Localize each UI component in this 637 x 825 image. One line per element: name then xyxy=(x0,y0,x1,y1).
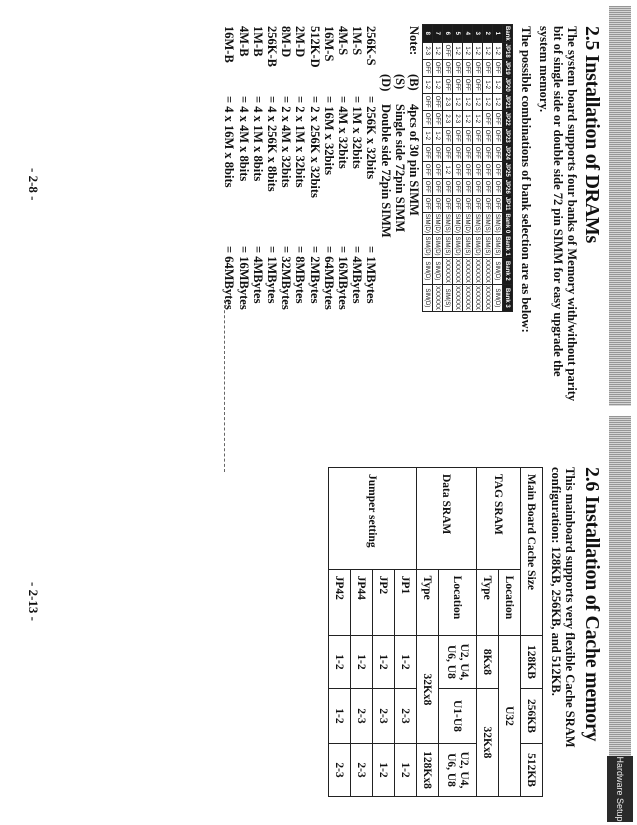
bank-table-cell: 1-2 xyxy=(423,127,433,144)
bank-table-cell: 2-3 xyxy=(423,42,433,59)
memory-equation xyxy=(279,26,293,406)
bank-table-cell: OFF xyxy=(493,178,503,195)
equation-name: 512K-D xyxy=(307,26,322,68)
fold-divider-left xyxy=(224,300,225,410)
bank-table-cell: OFF xyxy=(463,76,473,93)
bank-row-number: 5 xyxy=(453,25,463,43)
cache-intro-paragraph: This mainboard supports very flexible Cache SRAM configuration: 128KB, 256KB, and 512KB. xyxy=(549,467,577,748)
bank-table-row xyxy=(443,25,453,312)
bank-table-cell: OFF xyxy=(453,161,463,178)
jumper-value: 1-2 xyxy=(395,635,417,688)
bank-table-cell: OFF xyxy=(473,76,483,93)
bank-table-cell: 1-2 xyxy=(473,93,483,110)
note-legend xyxy=(378,26,421,406)
tag-location-row xyxy=(499,468,521,797)
bank-table-header-cell: JP24 xyxy=(504,145,511,160)
bank-table-cell: OFF xyxy=(463,161,473,178)
equation-expression: = 4 x 1M x 8bits xyxy=(250,96,265,182)
folio-right: - 2-13 - xyxy=(26,582,41,621)
bank-table-cell: 1-2 xyxy=(493,42,503,59)
bank-table-cell: 1-2 xyxy=(483,93,493,110)
bank-table-cell: OFF xyxy=(483,195,493,212)
note-legend-key: (S) xyxy=(392,74,407,90)
bank-table-cell: OFF xyxy=(433,195,443,212)
memory-equation xyxy=(251,26,265,406)
tag-type-256-512kb: 32Kx8 xyxy=(477,688,499,796)
equation-result: = 16MBytes xyxy=(335,246,350,310)
equation-result: = 4MBytes xyxy=(250,246,265,304)
bank-table-cell: 1-2 xyxy=(473,110,483,127)
bank-table-cell: OFF xyxy=(473,127,483,144)
equation-name: 1M-B xyxy=(250,26,265,57)
bank-table-cell: 1-2 xyxy=(473,42,483,59)
bank-table-cell: OFF xyxy=(483,110,493,127)
equation-result: = 64MBytes xyxy=(321,246,336,310)
bank-table-cell: OFF xyxy=(453,127,463,144)
bank-table-cell: OFF xyxy=(443,178,453,195)
data-type-512kb: 128Kx8 xyxy=(417,744,439,797)
bank-table-cell: 2-3 xyxy=(443,93,453,110)
bank-table-cell: OFF xyxy=(443,127,453,144)
bank-table-cell: SIM(D) xyxy=(454,213,461,233)
jumper-value: 2-3 xyxy=(329,744,351,797)
bank-table-cell: OFF xyxy=(443,144,453,161)
bank-table-cell: OFF xyxy=(493,161,503,178)
bank-table-cell: SIM(D) xyxy=(464,213,471,233)
bank-selection-table xyxy=(422,24,513,312)
bank-table-header-cell: JP21 xyxy=(504,94,511,109)
bank-table-cell: SIM(S) xyxy=(473,212,483,235)
bank-table-header-cell: JP20 xyxy=(504,77,511,92)
memory-equation xyxy=(336,26,350,406)
data-type-128-256kb: 32Kx8 xyxy=(417,635,439,743)
bank-table-cell: OFF xyxy=(423,178,433,195)
bank-table-header-row xyxy=(503,25,513,312)
jumper-name: JP42 xyxy=(329,569,351,635)
bank-table-cell: OFF xyxy=(483,161,493,178)
bank-table-cell: SIM(S) xyxy=(443,235,453,258)
bank-table-cell: OFF xyxy=(423,93,433,110)
note-legend-line xyxy=(393,74,407,406)
equation-name: 4M-B xyxy=(236,26,251,57)
bank-table-header-cell: JP25 xyxy=(504,162,511,177)
bank-table-cell: SIM(S) xyxy=(443,284,453,311)
cache-size-128kb: 128KB xyxy=(521,635,543,688)
bank-table-header-cell: JP26 xyxy=(504,179,511,194)
folio-left: - 2-8 - xyxy=(26,168,41,201)
bank-table-cell: XXXXXX xyxy=(454,258,461,283)
note-legend-text: Single side 72pin SIMM xyxy=(392,104,407,233)
bank-row-number: 3 xyxy=(473,25,483,43)
equation-expression: = 4M x 32bits xyxy=(335,96,350,169)
equation-expression: = 2 x 256K x 32bits xyxy=(307,96,322,198)
drams-intro-paragraph: The system board supports four banks of Memory with/without parity bit of single side or double side 72 pin SIMM for easy upgrade the system memory. xyxy=(537,26,579,402)
bank-table-header-cell: JP19 xyxy=(504,60,511,75)
bank-table-cell: OFF xyxy=(463,59,473,76)
bank-table-cell: 1-2 xyxy=(483,76,493,93)
memory-equation xyxy=(293,26,307,406)
bank-table-cell: SIM(S) xyxy=(463,235,473,258)
cache-size-label: Main Board Cache Size xyxy=(521,468,543,636)
bank-table-cell: SIM(D) xyxy=(423,257,433,284)
memory-equation xyxy=(265,26,279,406)
section-title-drams: 2.5 Installation of DRAMs xyxy=(581,26,603,243)
bank-table-header-cell: JP22 xyxy=(504,111,511,126)
memory-equation xyxy=(322,26,336,406)
equation-result: = 1MBytes xyxy=(264,246,279,304)
bank-table-cell: OFF xyxy=(493,127,503,144)
note-legend-key: (B) xyxy=(407,74,421,91)
bank-table-cell: 1-2 xyxy=(433,76,443,93)
equation-result: = 4MBytes xyxy=(350,246,365,304)
bank-table-cell: OFF xyxy=(463,127,473,144)
fold-divider-right xyxy=(224,412,225,472)
bank-table-cell: XXXXXX xyxy=(474,285,481,310)
jumper-value: 2-3 xyxy=(351,744,373,797)
bank-table-cell: OFF xyxy=(443,76,453,93)
data-location-128kb: U2, U4, U6, U8 xyxy=(439,635,477,688)
bank-table-cell: OFF xyxy=(493,144,503,161)
bank-table-cell: SIM(D) xyxy=(424,236,431,256)
bank-table-cell: OFF xyxy=(483,144,493,161)
simm-note xyxy=(222,26,421,406)
bank-table-cell: 1-2 xyxy=(493,76,503,93)
bank-table-cell: 1-2 xyxy=(493,93,503,110)
bank-table-cell: OFF xyxy=(433,144,443,161)
note-legend-line xyxy=(378,74,392,406)
jumper-name: JP44 xyxy=(351,569,373,635)
bank-row-number: 8 xyxy=(423,25,433,43)
bank-table-cell: OFF xyxy=(483,178,493,195)
tag-sram-label: TAG SRAM xyxy=(477,468,521,570)
bank-table-cell: OFF xyxy=(473,161,483,178)
equation-name: 16M-S xyxy=(321,26,336,62)
bank-table-cell: OFF xyxy=(433,59,443,76)
equation-expression: = 256K x 32bits xyxy=(364,96,379,180)
bank-table-cell: OFF xyxy=(463,195,473,212)
jumper-value: 1-2 xyxy=(373,635,395,688)
data-location-label: Location xyxy=(439,569,477,635)
bank-table-cell: OFF xyxy=(493,110,503,127)
bank-table-cell: SIM(S) xyxy=(483,212,493,235)
bank-table-cell: OFF xyxy=(453,178,463,195)
equation-expression: = 2 x 1M x 32bits xyxy=(293,96,308,188)
jumper-value: 2-3 xyxy=(351,688,373,743)
bank-table-cell: XXXXXX xyxy=(464,258,471,283)
jumper-row-jp1 xyxy=(395,468,417,797)
bank-table-cell: OFF xyxy=(423,110,433,127)
note-legend-text: 4pcs of 30 pin SIMM xyxy=(407,104,421,216)
equation-name: 256K-S xyxy=(364,26,379,66)
equation-name: 256K-B xyxy=(264,26,279,67)
bank-table-cell: SIM(D) xyxy=(423,284,433,311)
tag-type-128kb: 8Kx8 xyxy=(477,635,499,688)
left-page xyxy=(0,0,637,412)
equation-expression: = 16M x 32bits xyxy=(321,96,336,175)
bank-table-cell: XXXXXX xyxy=(474,258,481,283)
bank-table-row xyxy=(463,25,473,312)
bank-row-number: 2 xyxy=(483,25,493,43)
bank-table-cell: OFF xyxy=(443,42,453,59)
data-sram-label: Data SRAM xyxy=(417,468,477,570)
memory-equation xyxy=(350,26,364,406)
bank-table-cell: XXXXXX xyxy=(464,285,471,310)
bank-table-cell: SIM(D) xyxy=(433,257,443,284)
bank-table-cell: SIM(D) xyxy=(434,236,441,256)
memory-equation xyxy=(236,26,250,406)
bank-table-header-cell: JP23 xyxy=(504,128,511,143)
data-location-row xyxy=(439,468,477,797)
bank-table-cell: 2-3 xyxy=(443,110,453,127)
bank-table-row xyxy=(473,25,483,312)
tag-location-label: Location xyxy=(499,569,521,635)
tag-type-label: Type xyxy=(477,569,499,635)
bank-table-header-cell: JP11 xyxy=(504,196,511,211)
bank-table-cell: XXXXXX xyxy=(434,285,441,310)
equation-result: = 2MBytes xyxy=(307,246,322,304)
jumper-value: 1-2 xyxy=(351,635,373,688)
data-type-label: Type xyxy=(417,569,439,635)
bank-table-cell: SIM(S) xyxy=(493,212,503,235)
bank-table-header-cell: Bank xyxy=(504,26,511,41)
jumper-value: 2-3 xyxy=(373,688,395,743)
bank-table-cell: 2-3 xyxy=(453,110,463,127)
bank-table-header-cell: Bank 1 xyxy=(504,236,511,256)
note-equations xyxy=(222,26,378,406)
bank-row-number: 1 xyxy=(493,25,503,43)
cache-config-table xyxy=(328,467,543,797)
bank-table-cell: 1-2 xyxy=(463,42,473,59)
bank-table-cell: OFF xyxy=(473,144,483,161)
bank-table-cell: XXXXXX xyxy=(444,258,451,283)
note-label: Note: xyxy=(407,26,421,56)
equation-result: = 16MBytes xyxy=(236,246,251,310)
equation-name: 16M-B xyxy=(222,26,237,63)
bank-table-cell: OFF xyxy=(483,59,493,76)
bank-table-cell: SIM(D) xyxy=(424,213,431,233)
bank-table-cell: OFF xyxy=(493,59,503,76)
bank-table-cell: SIM(D) xyxy=(493,257,503,284)
bank-table-cell: 1-2 xyxy=(423,76,433,93)
jumper-name: JP1 xyxy=(395,569,417,635)
bank-table-cell: 1-2 xyxy=(463,110,473,127)
bank-table-cell: 1-2 xyxy=(443,161,453,178)
equation-expression: = 2 x 4M x 32bits xyxy=(279,96,294,188)
cache-size-256kb: 256KB xyxy=(521,688,543,743)
cache-size-row xyxy=(521,468,543,797)
bank-table-cell: XXXXXX xyxy=(484,285,491,310)
bank-table-cell: SIM(S) xyxy=(443,212,453,235)
bank-table-cell: 1-2 xyxy=(433,42,443,59)
bank-table-cell: SIM(D) xyxy=(434,213,441,233)
equation-result: = 1MBytes xyxy=(364,246,379,304)
equation-name: 8M-D xyxy=(279,26,294,58)
equation-name: 1M-S xyxy=(350,26,365,56)
memory-equation xyxy=(364,26,378,406)
equation-result: = 64MBytes xyxy=(222,246,237,310)
bank-table-cell: OFF xyxy=(423,144,433,161)
bank-table-cell: XXXXXX xyxy=(454,285,461,310)
bank-table-row xyxy=(423,25,433,312)
bank-table-row xyxy=(483,25,493,312)
bank-table-cell: 1-2 xyxy=(453,42,463,59)
bank-table-cell: OFF xyxy=(473,178,483,195)
jumper-setting-label: Jumper setting xyxy=(329,468,417,570)
equation-expression: = 1M x 32bits xyxy=(350,96,365,169)
bank-table-cell: OFF xyxy=(423,59,433,76)
bank-table-row xyxy=(453,25,463,312)
jumper-value: 1-2 xyxy=(395,744,417,797)
memory-equation xyxy=(307,26,321,406)
bank-table-header-cell: Bank 2 xyxy=(503,257,513,284)
bank-table-cell: OFF xyxy=(453,195,463,212)
right-page xyxy=(0,412,637,825)
bank-table-header-cell: Bank 0 xyxy=(504,213,511,234)
header-tab-hardware-setup: Hardware Setup xyxy=(607,756,633,822)
bank-table-cell: SIM(S) xyxy=(483,235,493,258)
bank-row-number: 4 xyxy=(463,25,473,43)
bank-table-cell: OFF xyxy=(493,195,503,212)
section-title-cache: 2.6 Installation of Cache memory xyxy=(581,467,603,742)
bank-table-cell: OFF xyxy=(443,59,453,76)
bank-table-cell: XXXXXX xyxy=(484,258,491,283)
note-legend-key: (D) xyxy=(378,74,393,92)
bank-table-header-cell: Bank 3 xyxy=(503,284,513,311)
bank-table-header-cell: JP18 xyxy=(504,43,511,58)
bank-table-cell: 1-2 xyxy=(453,93,463,110)
bank-table-cell: OFF xyxy=(433,93,443,110)
bank-table-row xyxy=(493,25,503,312)
equation-expression: = 4 x 4M x 8bits xyxy=(236,96,251,182)
jumper-name: JP2 xyxy=(373,569,395,635)
note-legend-text: Double side 72pin SIMM xyxy=(378,104,393,238)
bank-table-row xyxy=(433,25,443,312)
bank-table-cell: OFF xyxy=(473,195,483,212)
data-location-256kb: U1-U8 xyxy=(439,688,477,743)
header-texture-band xyxy=(609,6,631,406)
bank-table-cell: OFF xyxy=(433,161,443,178)
jumper-value: 1-2 xyxy=(373,744,395,797)
equation-result: = 8MBytes xyxy=(293,246,308,304)
jumper-value: 2-3 xyxy=(395,688,417,743)
equation-name: 4M-S xyxy=(335,26,350,56)
equation-expression: = 4 x 16M x 8bits xyxy=(222,96,237,188)
bank-table-cell: SIM(D) xyxy=(493,284,503,311)
bank-table-caption: The possible combinations of bank selection are as below: xyxy=(519,26,533,333)
bank-table-cell: OFF xyxy=(423,195,433,212)
bank-table-cell: OFF xyxy=(453,59,463,76)
bank-table-cell: OFF xyxy=(463,144,473,161)
cache-size-512kb: 512KB xyxy=(521,744,543,797)
bank-row-number: 7 xyxy=(433,25,443,43)
equation-result: = 32MBytes xyxy=(279,246,294,310)
jumper-value: 1-2 xyxy=(329,635,351,688)
bank-table-cell: SIM(D) xyxy=(474,236,481,256)
tag-location-value: U32 xyxy=(499,635,521,796)
bank-table-cell: OFF xyxy=(423,161,433,178)
data-location-512kb: U2, U4, U6, U8 xyxy=(439,744,477,797)
jumper-value: 1-2 xyxy=(329,688,351,743)
header-texture-band xyxy=(609,416,631,756)
bank-table-cell: OFF xyxy=(433,178,443,195)
bank-row-number: 6 xyxy=(443,25,453,43)
bank-table-cell: SIM(D) xyxy=(454,236,461,256)
equation-name: 2M-D xyxy=(293,26,308,58)
bank-table-cell: OFF xyxy=(483,127,493,144)
bank-table-cell: 1-2 xyxy=(433,127,443,144)
bank-table-cell: OFF xyxy=(463,178,473,195)
bank-table-cell: OFF xyxy=(443,195,453,212)
bank-table-cell: OFF xyxy=(473,59,483,76)
bank-table-cell: OFF xyxy=(433,110,443,127)
bank-table-cell: 1-2 xyxy=(463,93,473,110)
bank-table-cell: SIM(S) xyxy=(493,235,503,258)
bank-table-cell: OFF xyxy=(453,76,463,93)
bank-table-cell: OFF xyxy=(453,144,463,161)
bank-table-cell: 1-2 xyxy=(483,42,493,59)
note-legend-line xyxy=(407,74,421,216)
equation-expression: = 4 x 256K x 8bits xyxy=(264,96,279,192)
